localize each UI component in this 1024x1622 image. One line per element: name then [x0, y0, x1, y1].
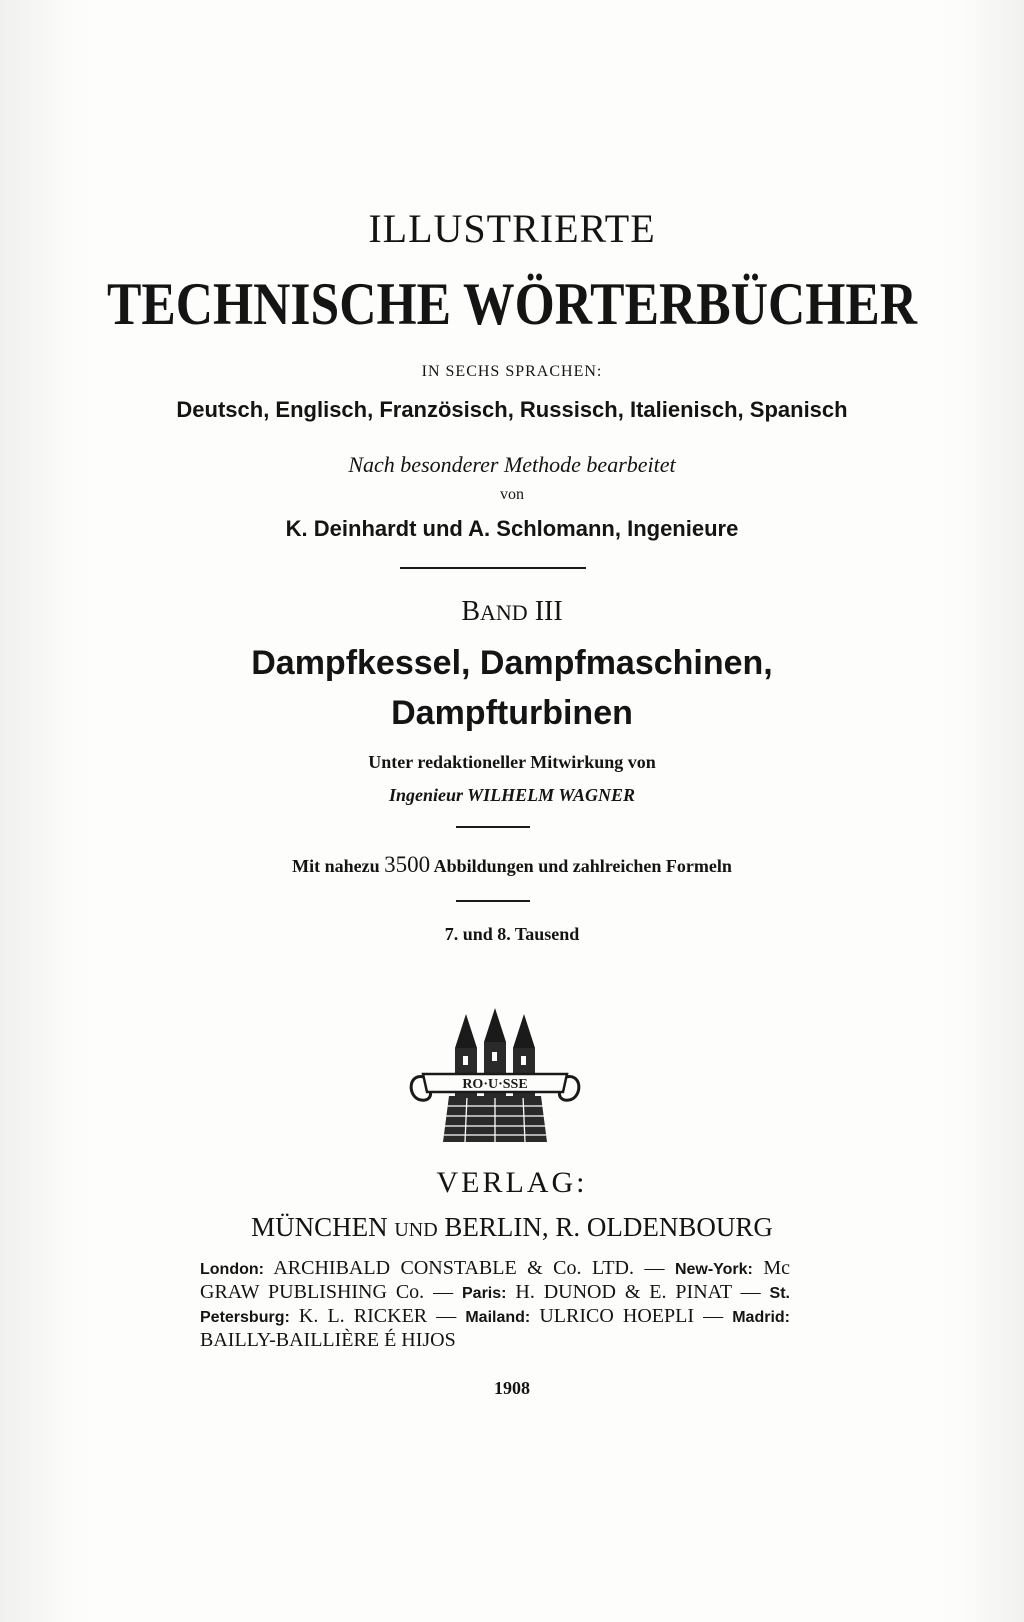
verlag-heading: VERLAG:: [436, 1166, 588, 1199]
band-number: III: [534, 596, 563, 627]
agent-name: ULRICO HOEPLI —: [539, 1305, 724, 1327]
publisher-city-1: MÜNCHEN: [251, 1212, 388, 1242]
publisher-city-line: [0, 1212, 1024, 1243]
publisher-city-2: BERLIN, R. OLDENBOURG: [444, 1212, 773, 1242]
illustrations-before: Mit nahezu: [292, 856, 380, 876]
band-heading: [0, 596, 1024, 628]
von-line: von: [500, 486, 524, 503]
divider-rule-short-2: [456, 900, 530, 902]
illustrations-count: 3500: [384, 852, 431, 877]
agent-place: Madrid:: [732, 1309, 790, 1326]
band-prefix-first: B: [461, 596, 481, 627]
series-title-line2: TECHNISCHE WÖRTERBÜCHER: [106, 271, 918, 337]
band-prefix-rest: AND: [480, 600, 528, 625]
agent-name: K. L. RICKER —: [298, 1305, 457, 1327]
agent-name: BAILLY-BAILLIÈRE É HIJOS: [200, 1329, 456, 1351]
agent-name: ARCHIBALD CONSTABLE & Co. LTD. —: [273, 1257, 665, 1279]
languages-intro: IN SECHS SPRACHEN:: [421, 363, 603, 380]
agent-place: Mailand:: [465, 1309, 531, 1326]
volume-subject-line1: Dampfkessel, Dampfmaschinen,: [251, 644, 773, 682]
publisher-city-und: UND: [394, 1219, 438, 1241]
method-line: Nach besonderer Methode bearbeitet: [348, 452, 676, 477]
publication-year: 1908: [494, 1378, 530, 1398]
agent-paris: [462, 1281, 761, 1303]
languages-list: Deutsch, Englisch, Französisch, Russisch, Italienisch, Spanisch: [176, 397, 848, 422]
editor-line: Ingenieur WILHELM WAGNER: [388, 785, 636, 805]
editorial-line: Unter redaktioneller Mitwirkung von: [368, 752, 656, 772]
edition-line: 7. und 8. Tausend: [444, 924, 580, 944]
agent-place: St. Petersburg:: [200, 1285, 790, 1326]
agent-place: London:: [200, 1261, 264, 1278]
agent-place: New-York:: [674, 1261, 753, 1278]
divider-rule-short: [456, 826, 530, 828]
castle-emblem-icon: [407, 1008, 583, 1150]
emblem-banner-text: RO·U·SSE: [462, 1077, 528, 1092]
authors-line: K. Deinhardt und A. Schlomann, Ingenieure: [285, 516, 739, 541]
agent-mailand: [465, 1305, 723, 1327]
publisher-agents: [200, 1257, 790, 1352]
illustrations-line: [0, 852, 1024, 878]
volume-subject-line2: Dampfturbinen: [391, 694, 633, 732]
series-title-line1: ILLUSTRIERTE: [368, 206, 656, 251]
illustrations-after: Abbildungen und zahlreichen Formeln: [433, 856, 732, 876]
agent-name: H. DUNOD & E. PINAT —: [515, 1281, 761, 1303]
agent-london: [200, 1257, 664, 1279]
agent-name: Mc GRAW PUBLISHING Co. —: [200, 1257, 791, 1303]
divider-rule: [400, 567, 586, 569]
agent-place: Paris:: [462, 1285, 507, 1302]
